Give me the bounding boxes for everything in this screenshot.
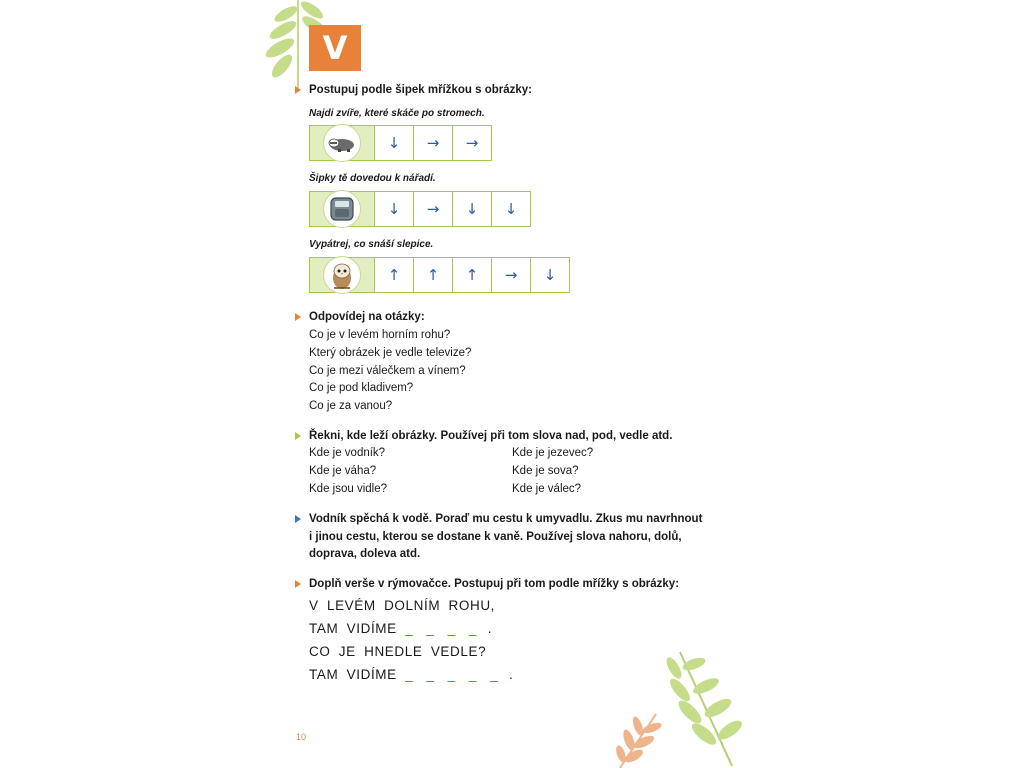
paragraph-line: doprava, doleva atd. [309,548,421,560]
grid-arrow-cell [413,125,453,161]
verse-line [309,621,492,636]
arrow-icon: ↓ [387,133,401,152]
arrow-icon: ↑ [426,265,440,284]
grid-arrow-cell [452,125,492,161]
question-line: Kde je válec? [512,483,582,495]
question-line: Kde je váha? [309,465,377,477]
grid-arrow-cell [491,257,531,293]
bullet-triangle-icon [295,580,301,588]
question-line: Kde je vodník? [309,447,386,459]
question-line: Co je mezi válečkem a vínem? [309,365,466,377]
question-line: Kde je sova? [512,465,579,477]
verse-blank: _ _ _ _ _ [405,667,501,682]
question-line: Který obrázek je vedle televize? [309,347,472,359]
grid-arrow-cell [452,257,492,293]
grid-arrow-cell [374,257,414,293]
task-positions-heading [295,428,672,446]
question-line: Co je pod kladivem? [309,382,414,394]
arrow-grid-row [309,191,531,227]
leaf-decoration-icon [612,712,662,768]
grid-arrow-cell [530,257,570,293]
grid-picture-cell [309,191,375,227]
grid-arrow-cell [413,191,453,227]
grid-instruction: Najdi zvíře, které skáče po stromech. [309,108,485,119]
arrow-icon: → [426,133,440,152]
grid-arrow-cell [452,191,492,227]
verse-line [309,598,495,613]
page-number: 10 [296,732,307,742]
grid-arrow-cell [413,257,453,293]
question-line: Kde je jezevec? [512,447,594,459]
arrow-icon: → [465,133,479,152]
verse-line [309,667,513,682]
task-heading: Řekni, kde leží obrázky. Používej při tom slova nad, pod, vedle atd. [309,430,673,442]
arrow-icon: ↓ [465,199,479,218]
question-line: Co je za vanou? [309,400,393,412]
paragraph-line: Vodník spěchá k vodě. Poraď mu cestu k umyvadlu. Zkus mu navrhnout [309,513,703,525]
grid-picture-cell [309,125,375,161]
arrow-icon: ↓ [504,199,518,218]
arrow-grid-row [309,257,570,293]
arrow-grid-row [309,125,492,161]
grid-arrow-cell [491,191,531,227]
bullet-triangle-icon [295,432,301,440]
paragraph-line: i jinou cestu, kterou se dostane k vaně. Používej slova nahoru, dolů, [309,530,682,543]
question-line: Kde jsou vidle? [309,483,387,495]
grid-picture-cell [309,257,375,293]
chapter-letter-badge: V [309,25,361,71]
verse-line [309,644,486,659]
leaf-decoration-icon [660,650,750,768]
grid-arrow-cell [374,125,414,161]
task-questions-heading [295,309,425,327]
verse-text: V LEVÉM DOLNÍM ROHU, [309,598,496,613]
bullet-triangle-icon [295,86,301,94]
arrow-icon: → [426,199,440,218]
arrow-icon: ↑ [465,265,479,284]
verse-end: . [479,621,493,636]
verse-blank: _ _ _ _ [405,621,480,636]
verse-text: TAM VIDÍME [309,621,406,636]
bullet-triangle-icon [295,515,301,523]
grid-instruction: Vypátrej, co snáší slepice. [309,239,434,250]
grid-arrow-cell [374,191,414,227]
question-line: Co je v levém horním rohu? [309,329,451,341]
verse-text: TAM VIDÍME [309,667,406,682]
task-heading: Doplň verše v rýmovačce. Postupuj při tom podle mřížky s obrázky: [309,578,680,590]
task-grid-heading [295,82,532,100]
arrow-icon: ↓ [387,199,401,218]
bullet-triangle-icon [295,313,301,321]
verse-end: . [500,667,514,682]
arrow-icon: → [504,265,518,284]
arrow-icon: ↓ [543,265,557,284]
task-path-paragraph [295,511,702,564]
owl-icon [323,256,361,294]
verse-text: CO JE HNEDLE VEDLE? [309,644,487,659]
arrow-icon: ↑ [387,265,401,284]
task-heading: Odpovídej na otázky: [309,311,425,323]
task-rhyme-heading [295,576,679,594]
grid-instruction: Šipky tě dovedou k nářadí. [309,173,436,184]
task-heading: Postupuj podle šipek mřížkou s obrázky: [309,84,533,96]
badger-icon [323,124,361,162]
scale-icon [323,190,361,228]
